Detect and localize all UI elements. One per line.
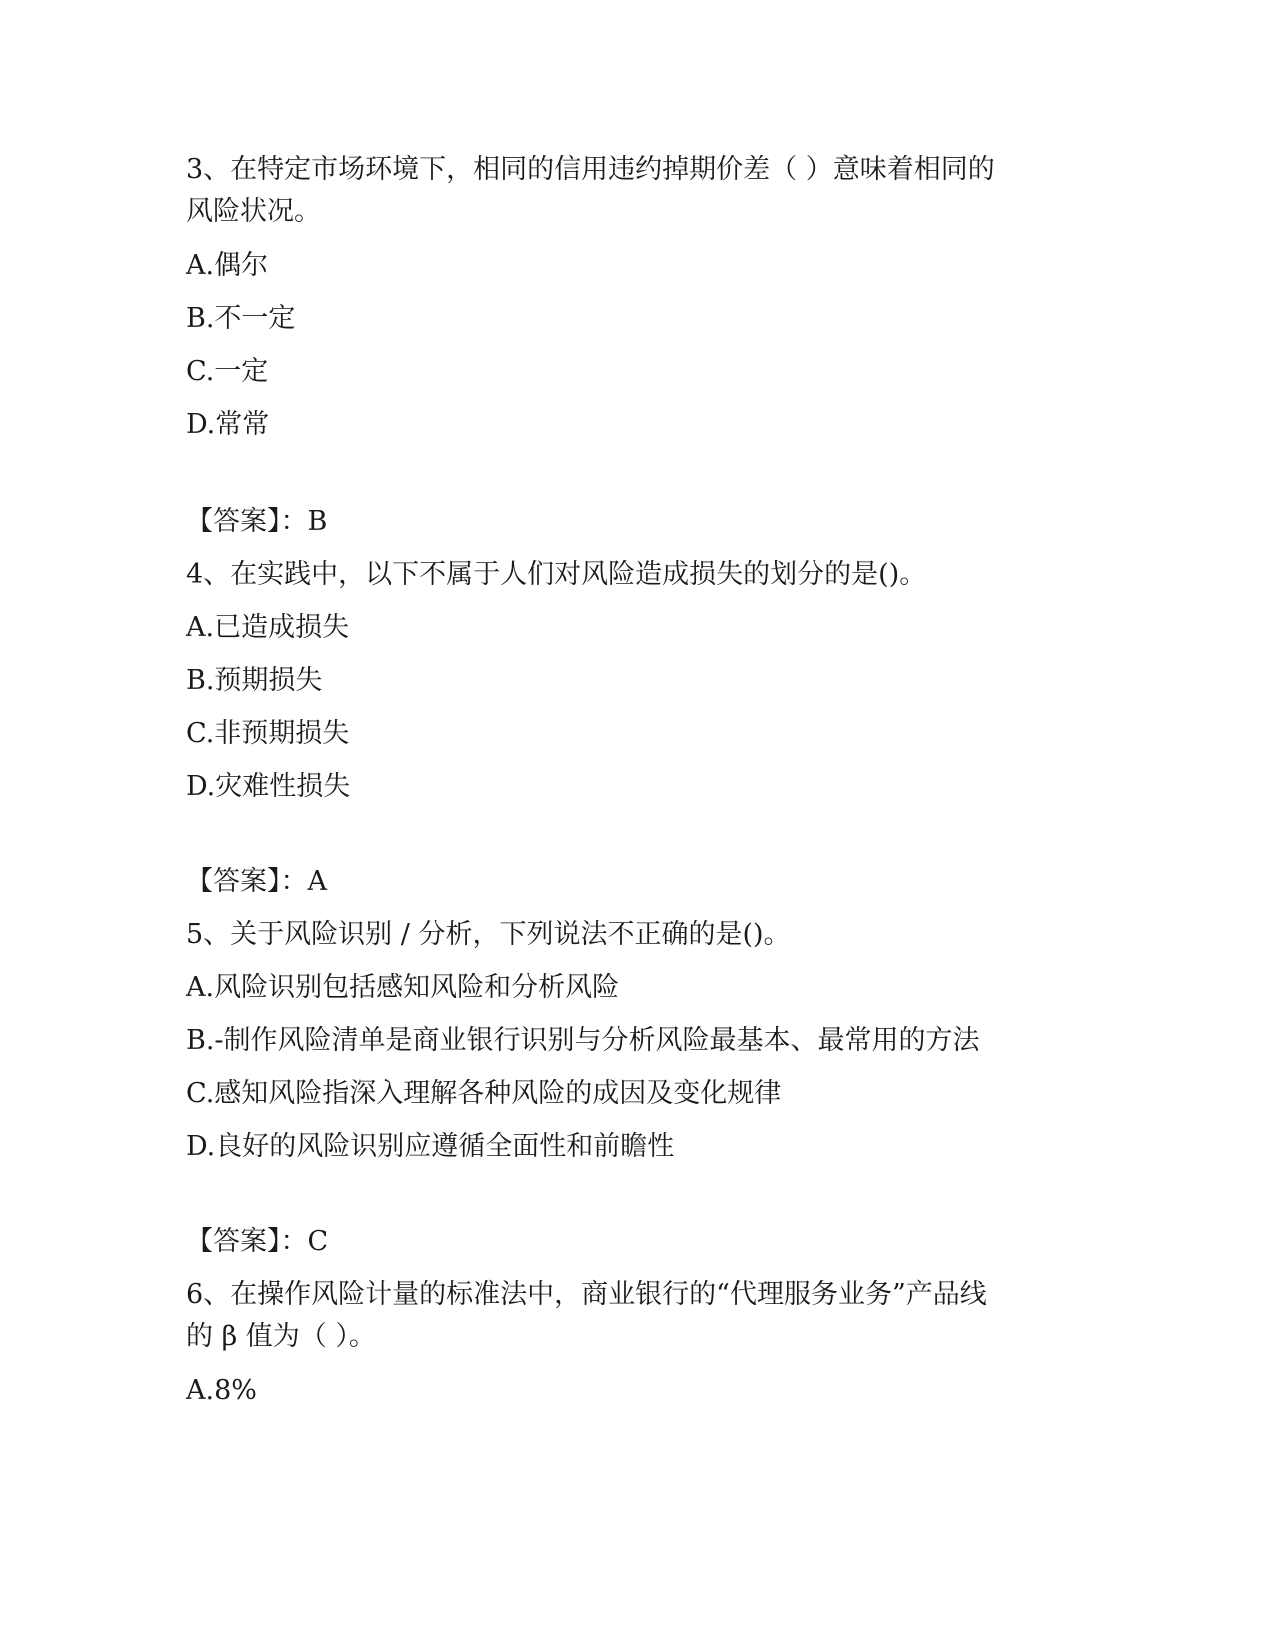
question-4-option-d: D.灾难性损失: [186, 771, 351, 802]
question-5-stem-line-1: 5、关于风险识别 / 分析，下列说法不正确的是()。: [186, 919, 791, 950]
question-4-option-c: C.非预期损失: [186, 718, 350, 749]
question-3-option-d: D.常常: [186, 409, 270, 440]
question-4-answer: 【答案】：A: [186, 866, 327, 897]
question-4-stem-line-1: 4、在实践中，以下不属于人们对风险造成损失的划分的是()。: [186, 559, 927, 590]
question-3-answer: 【答案】：B: [186, 506, 328, 537]
question-3-option-b: B.不一定: [186, 303, 296, 334]
question-5-answer: 【答案】：C: [186, 1226, 329, 1257]
question-6-stem-line-1: 6、在操作风险计量的标准法中，商业银行的“代理服务业务”产品线: [186, 1279, 987, 1310]
question-4-option-b: B.预期损失: [186, 665, 323, 696]
question-3-stem-line-1: 3、在特定市场环境下，相同的信用违约掉期价差（ ）意味着相同的: [186, 154, 995, 185]
question-5-option-c: C.感知风险指深入理解各种风险的成因及变化规律: [186, 1078, 782, 1109]
question-3-stem-line-2: 风险状况。: [186, 196, 321, 227]
question-4-option-a: A.已造成损失: [186, 612, 350, 643]
question-5-option-a: A.风险识别包括感知风险和分析风险: [186, 972, 620, 1003]
question-6-stem-line-2: 的 β 值为（ ）。: [186, 1321, 376, 1352]
question-5-option-b: B.-制作风险清单是商业银行识别与分析风险最基本、最常用的方法: [186, 1025, 980, 1056]
question-5-option-d: D.良好的风险识别应遵循全面性和前瞻性: [186, 1131, 675, 1162]
question-3-option-c: C.一定: [186, 356, 269, 387]
question-6-option-a: A.8%: [186, 1375, 257, 1406]
question-3-option-a: A.偶尔: [186, 250, 269, 281]
